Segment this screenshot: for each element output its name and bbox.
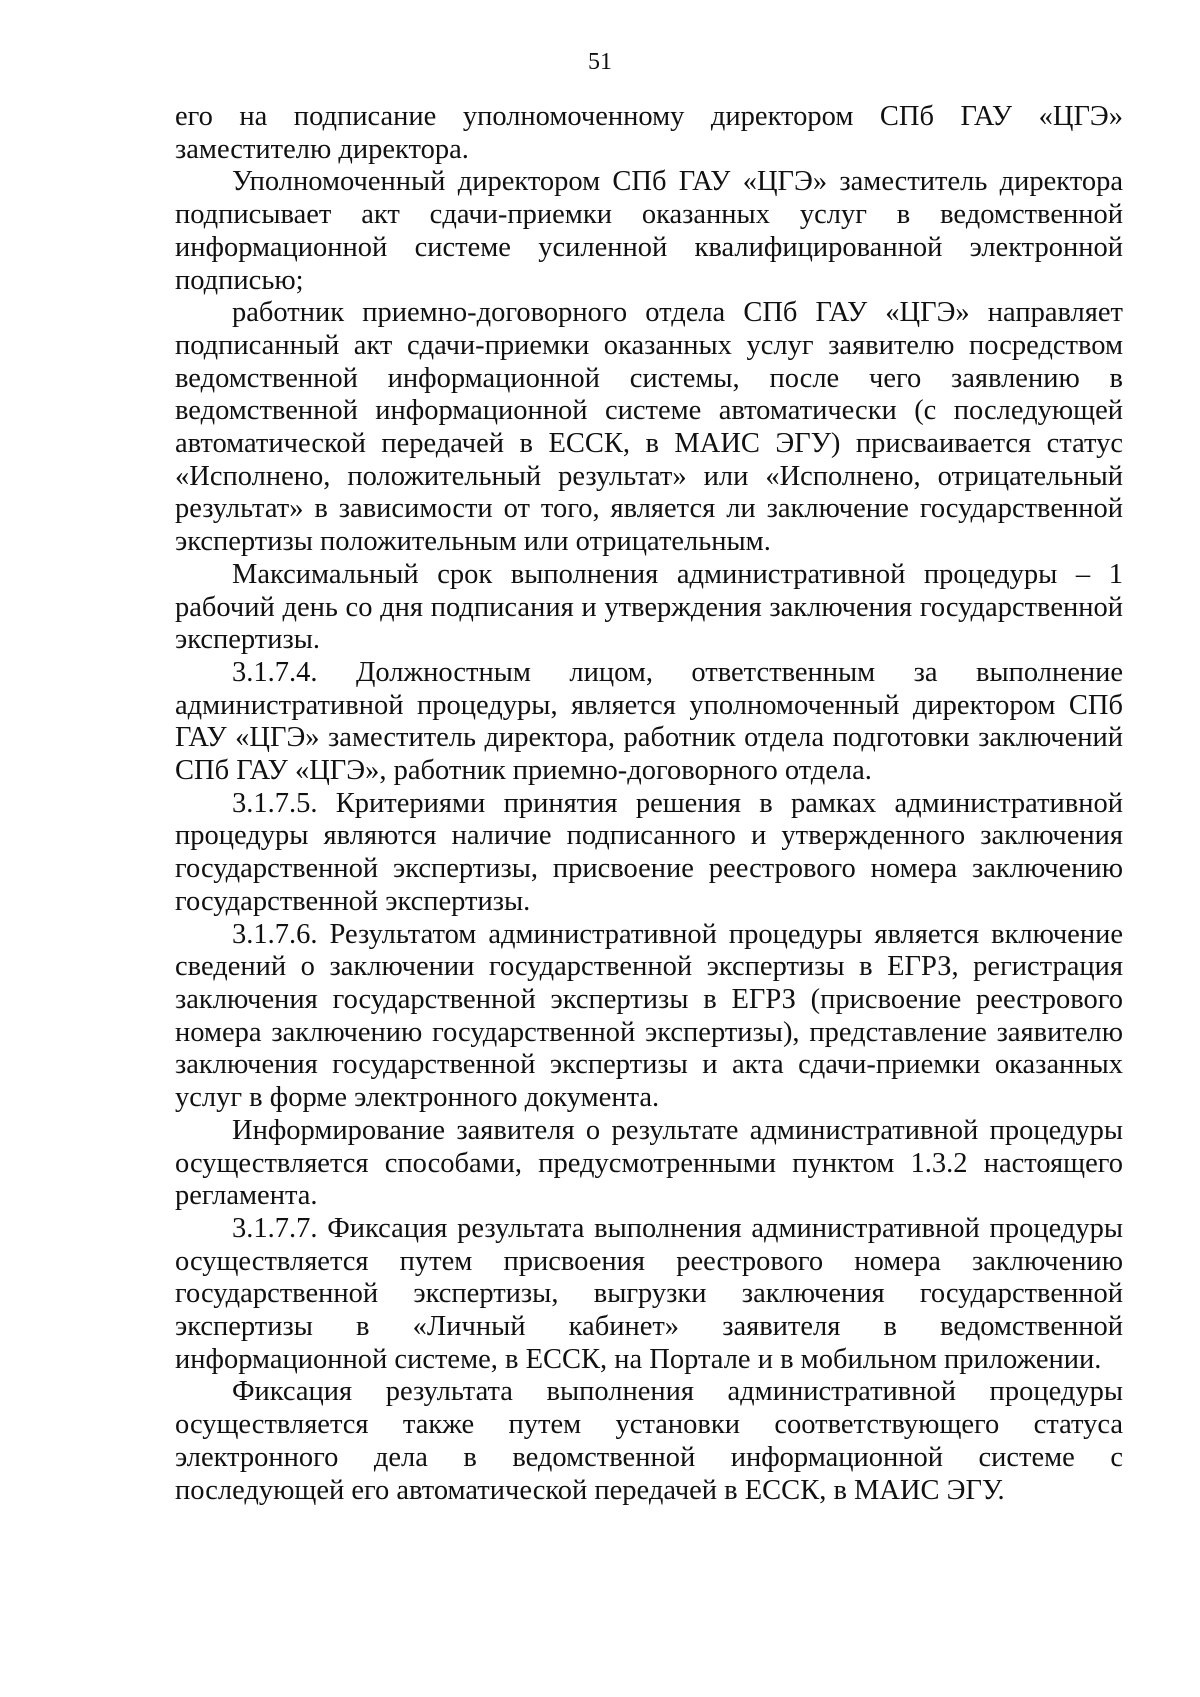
paragraph: Фиксация результата выполнения административной процедуры осуществляется также путем установки соответствующего статуса электронного дела в ведомственной информационной системе с последующей его автоматической передачей в ЕССК, в МАИС ЭГУ. xyxy=(175,1376,1123,1506)
paragraph-3-1-7-5: 3.1.7.5. Критериями принятия решения в рамках административной процедуры являются наличие подписанного и утвержденного заключения государственной экспертизы, присвоение реестрового номера заключению государственной экспертизы. xyxy=(175,787,1123,917)
page-number: 51 xyxy=(588,49,612,75)
paragraph-3-1-7-6: 3.1.7.6. Результатом административной процедуры является включение сведений о заключении государственной экспертизы в ЕГРЗ, регистрация заключения государственной экспертизы в ЕГРЗ (присвоение реестрового номера заключению государственной экспертизы), представление заявителю заключения государственной экспертизы и акта сдачи-приемки оказанных услуг в форме электронного документа. xyxy=(175,918,1123,1114)
paragraph: работник приемно-договорного отдела СПб ГАУ «ЦГЭ» направляет подписанный акт сдачи-приемки оказанных услуг заявителю посредством ведомственной информационной системы, после чего заявлению в ведомственной информационной системе автоматически (с последующей автоматической передачей в ЕССК, в МАИС ЭГУ) присваивается статус «Исполнено, положительный результат» или «Исполнено, отрицательный результат» в зависимости от того, является ли заключение государственной экспертизы положительным или отрицательным. xyxy=(175,297,1123,558)
paragraph-3-1-7-4: 3.1.7.4. Должностным лицом, ответственным за выполнение административной процедуры, является уполномоченный директором СПб ГАУ «ЦГЭ» заместитель директора, работник отдела подготовки заключений СПб ГАУ «ЦГЭ», работник приемно-договорного отдела. xyxy=(175,656,1123,787)
paragraph: Информирование заявителя о результате административной процедуры осуществляется способами, предусмотренными пунктом 1.3.2 настоящего регламента. xyxy=(175,1114,1123,1212)
document-body xyxy=(175,101,1123,1507)
paragraph-3-1-7-7: 3.1.7.7. Фиксация результата выполнения административной процедуры осуществляется путем присвоения реестрового номера заключению государственной экспертизы, выгрузки заключения государственной экспертизы в «Личный кабинет» заявителя в ведомственной информационной системе, в ЕССК, на Портале и в мобильном приложении. xyxy=(175,1212,1123,1375)
paragraph: Уполномоченный директором СПб ГАУ «ЦГЭ» заместитель директора подписывает акт сдачи-приемки оказанных услуг в ведомственной информационной системе усиленной квалифицированной электронной подписью; xyxy=(175,166,1123,296)
paragraph-continuation: его на подписание уполномоченному директором СПб ГАУ «ЦГЭ» заместителю директора. xyxy=(175,101,1123,165)
paragraph: Максимальный срок выполнения административной процедуры – 1 рабочий день со дня подписания и утверждения заключения государственной экспертизы. xyxy=(175,558,1123,656)
